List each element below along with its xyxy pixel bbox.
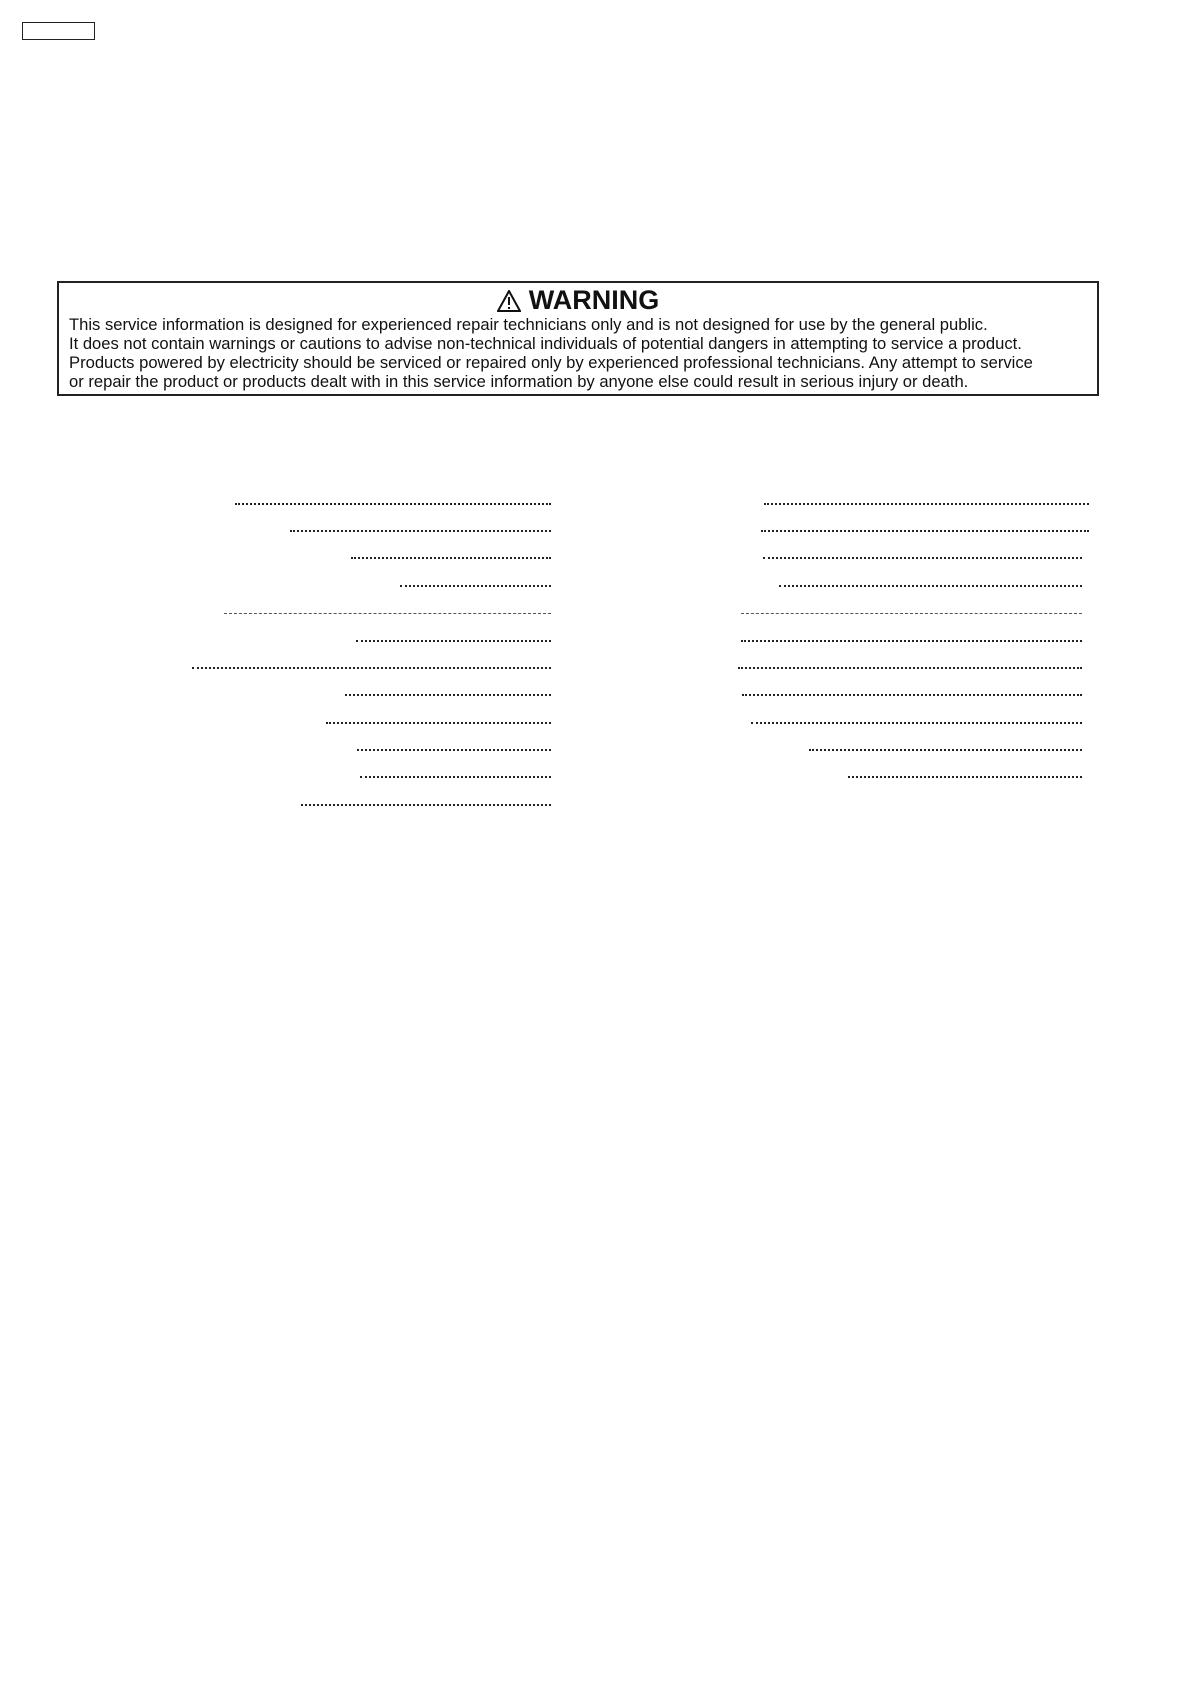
toc-leader-right xyxy=(761,530,1089,532)
toc-leader-left xyxy=(357,749,551,751)
warning-header xyxy=(59,285,1097,318)
corner-label-box xyxy=(22,22,95,40)
toc-leader-left xyxy=(345,694,551,696)
toc-leader-right xyxy=(741,613,1082,614)
toc-leader-left xyxy=(301,804,551,806)
toc-leader-right xyxy=(763,557,1082,559)
toc-leader-right xyxy=(779,585,1082,587)
toc-leader-left xyxy=(400,585,551,587)
toc-leader-right xyxy=(809,749,1082,751)
warning-line: It does not contain warnings or cautions to advise non-technical individuals of potential dangers in attempting to service a product. xyxy=(69,334,1022,353)
toc-leader-left xyxy=(326,722,551,724)
warning-line: Products powered by electricity should be serviced or repaired only by experienced professional technicians. Any attempt to service xyxy=(69,353,1033,372)
toc-leader-left xyxy=(356,640,551,642)
warning-title: WARNING xyxy=(528,285,660,315)
warning-text xyxy=(69,315,1033,391)
toc-leader-left xyxy=(290,530,551,532)
toc-leader-left xyxy=(192,667,551,669)
warning-box xyxy=(57,281,1099,396)
toc-leader-left xyxy=(360,776,551,778)
toc-leader-right xyxy=(751,722,1082,724)
toc-leader-right xyxy=(741,640,1082,642)
toc-leader-right xyxy=(848,776,1082,778)
warning-line: or repair the product or products dealt with in this service information by anyone else could result in serious injury or death. xyxy=(69,372,969,391)
toc-leader-right xyxy=(738,667,1082,669)
warning-triangle-icon xyxy=(497,288,521,318)
toc-leader-right xyxy=(764,503,1089,505)
toc-leader-left xyxy=(235,503,551,505)
toc-leader-right xyxy=(742,694,1082,696)
toc-leader-left xyxy=(224,613,551,614)
toc-leader-left xyxy=(351,557,551,559)
warning-line: This service information is designed for experienced repair technicians only and is not designed for use by the general public. xyxy=(69,315,988,334)
